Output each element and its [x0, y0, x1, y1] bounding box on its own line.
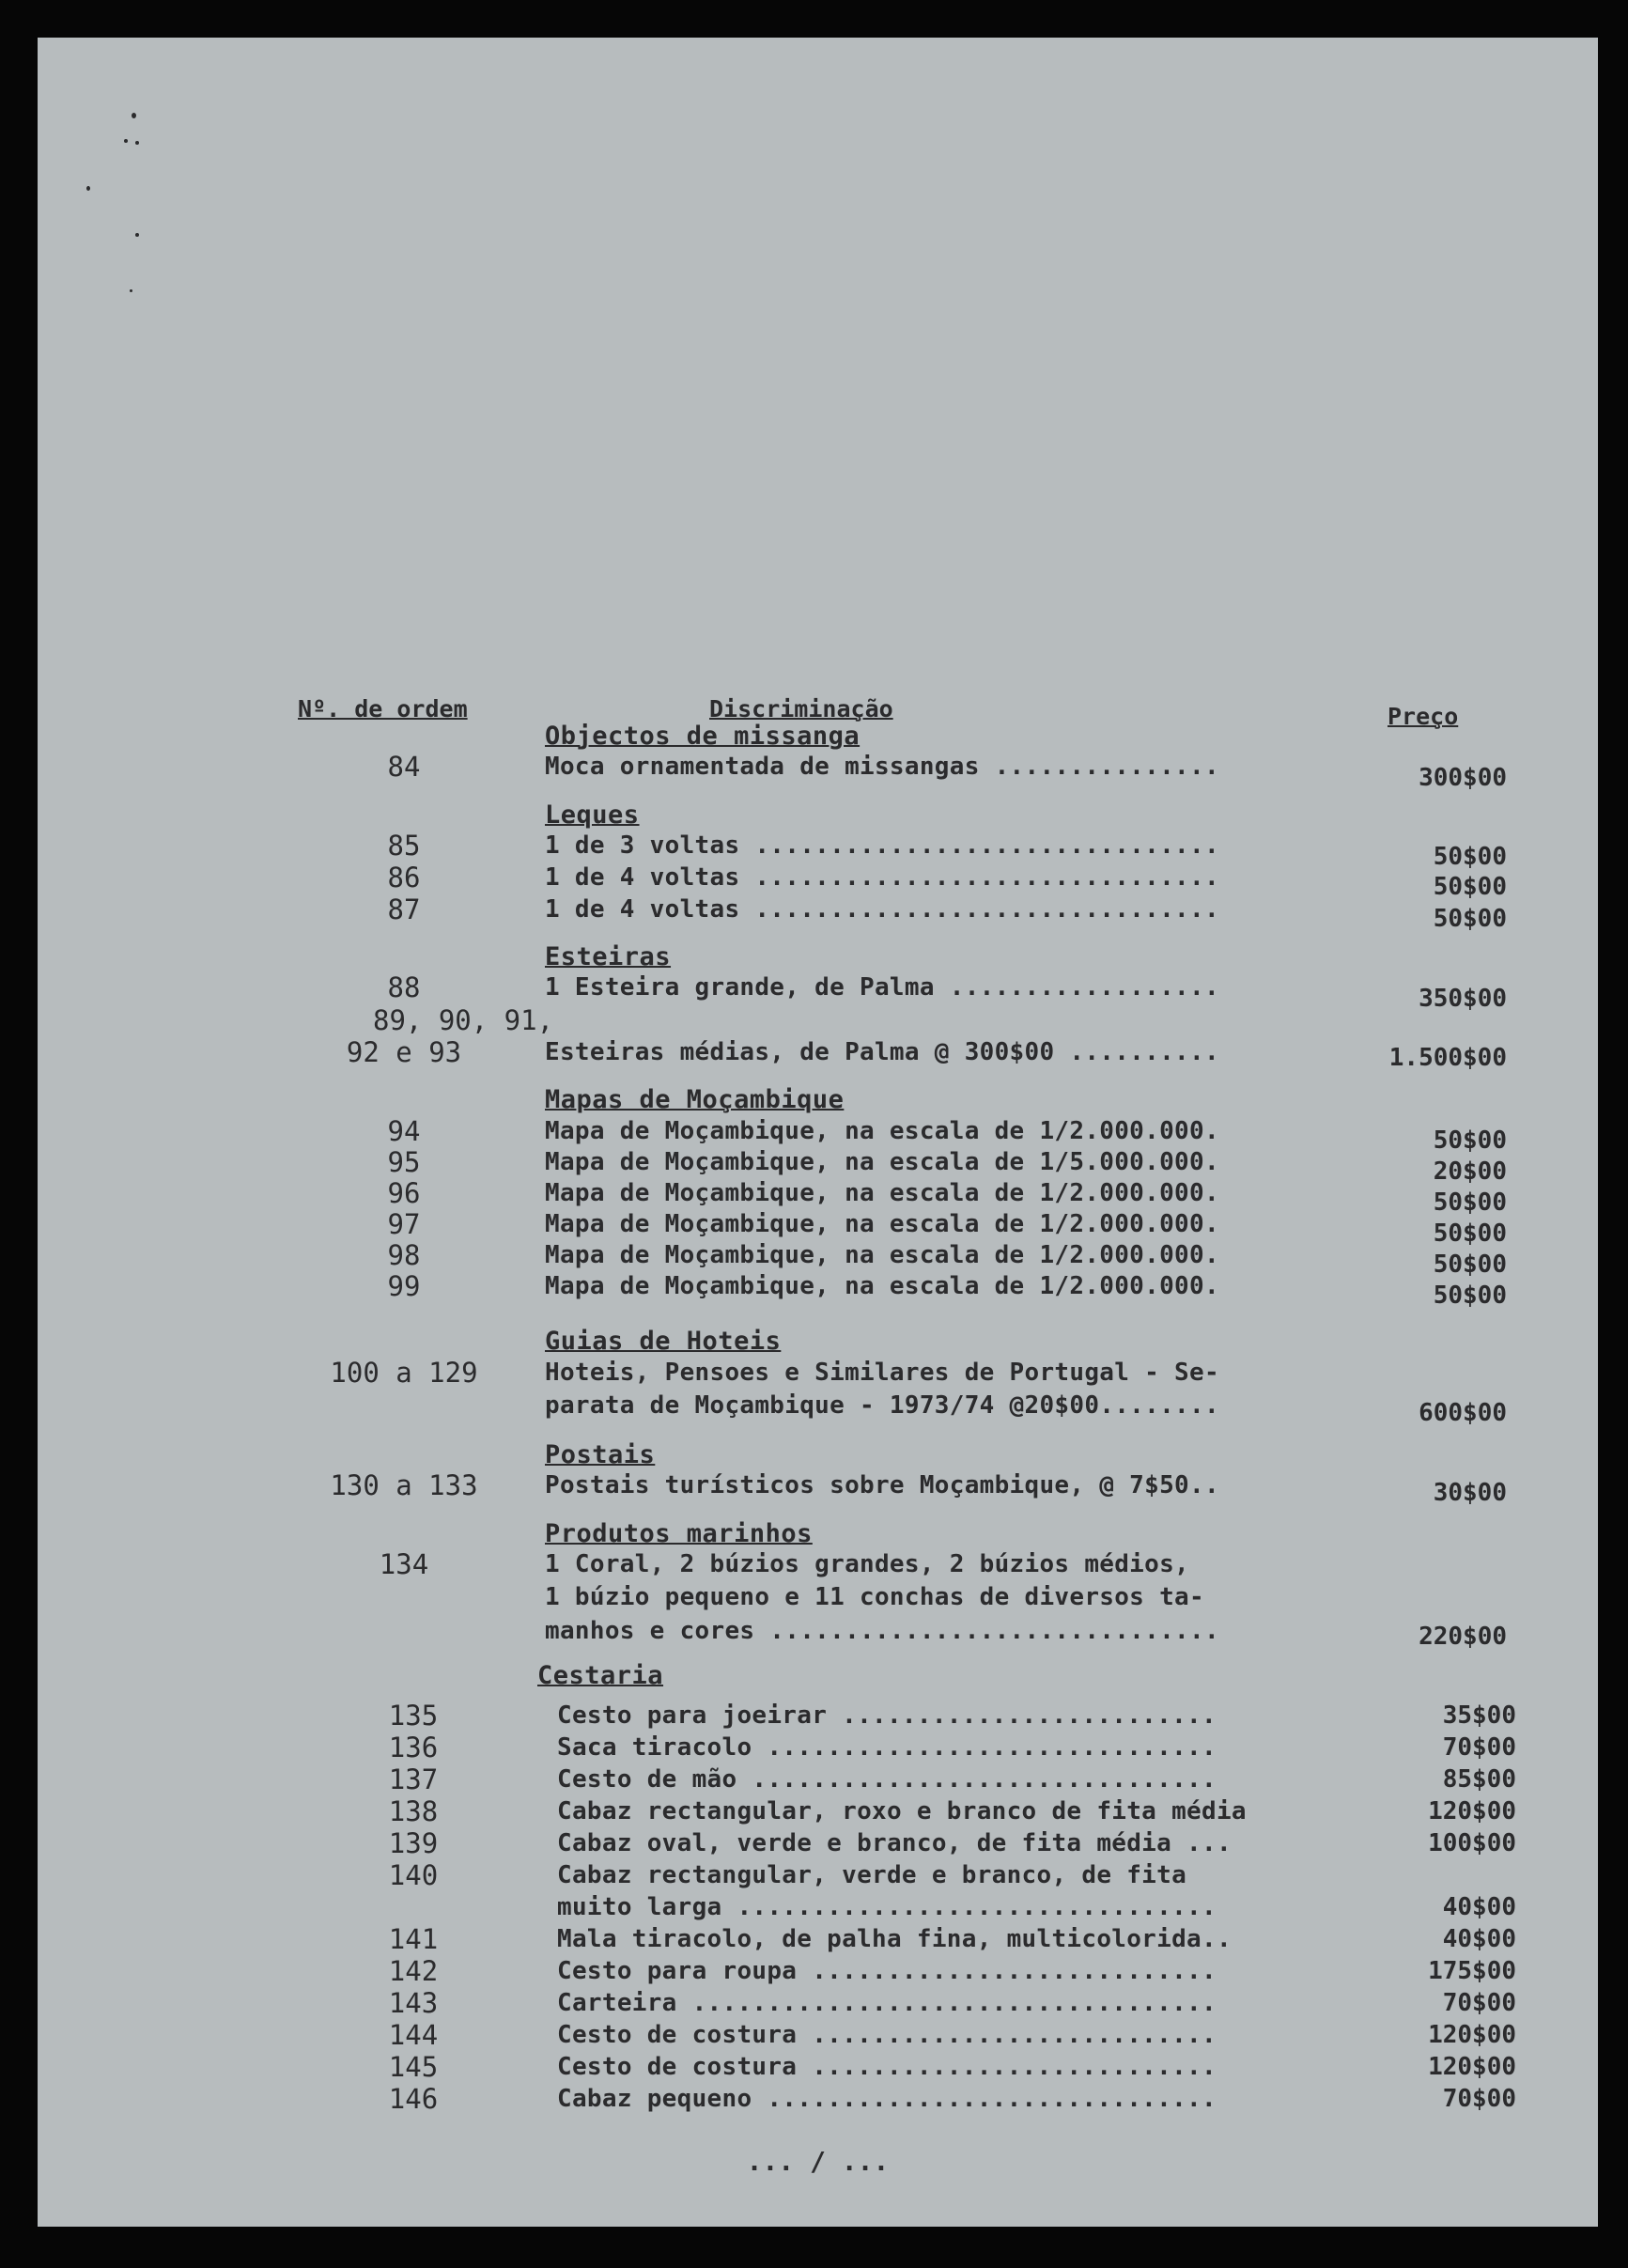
order-number: 135 [388, 1700, 439, 1732]
table-row [38, 1239, 1598, 1279]
table-row [38, 1177, 1598, 1217]
item-price: 70$00 [1442, 1989, 1516, 2017]
item-description: Mapa de Moçambique, na escala de 1/2.000.000. [545, 1179, 1219, 1207]
order-number: 145 [388, 2051, 439, 2083]
order-number: 98 [387, 1239, 421, 1271]
order-number: 134 [379, 1548, 429, 1580]
order-number: 144 [388, 2019, 439, 2051]
item-description: Cesto de costura ........................... [557, 2053, 1217, 2081]
table-row [38, 2084, 1598, 2114]
item-description: Cesto de costura ........................... [557, 2021, 1217, 2049]
item-description: manhos e cores .............................. [545, 1617, 1219, 1645]
item-description: Hoteis, Pensoes e Similares de Portugal - Se- [545, 1359, 1219, 1387]
table-row [38, 1988, 1598, 2018]
item-price: 50$00 [1433, 1282, 1507, 1310]
item-description: Mala tiracolo, de palha fina, multicolorida.. [557, 1925, 1232, 1953]
item-description: Cesto para joeirar ......................... [557, 1701, 1217, 1730]
order-number: 89, 90, 91, [373, 1004, 554, 1036]
order-number: 130 a 133 [330, 1469, 478, 1501]
item-price: 40$00 [1442, 1925, 1516, 1953]
table-row [38, 1390, 1598, 1427]
table-row [38, 1616, 1598, 1651]
item-description: Cabaz oval, verde e branco, de fita média ... [557, 1829, 1232, 1857]
order-number: 87 [387, 893, 421, 925]
table-row [38, 1036, 1598, 1072]
order-number: 146 [388, 2083, 439, 2115]
item-price: 35$00 [1442, 1701, 1516, 1730]
page-continuation-marker: ... / ... [746, 2146, 890, 2177]
item-description: 1 Esteira grande, de Palma .................. [545, 973, 1219, 1002]
table-row [38, 1924, 1598, 1954]
table-row [38, 1956, 1598, 1986]
stray-mark [86, 186, 90, 191]
item-price: 50$00 [1433, 843, 1507, 871]
order-number: 141 [388, 1923, 439, 1955]
order-number: 137 [388, 1763, 439, 1795]
item-description: Mapa de Moçambique, na escala de 1/5.000.000. [545, 1148, 1219, 1176]
item-price: 175$00 [1428, 1957, 1516, 1985]
order-number: 88 [387, 971, 421, 1003]
item-description: Moca ornamentada de missangas ............... [545, 753, 1219, 781]
item-description: Mapa de Moçambique, na escala de 1/2.000.000. [545, 1210, 1219, 1238]
item-price: 50$00 [1433, 905, 1507, 933]
order-number: 85 [387, 830, 421, 862]
item-description: 1 Coral, 2 búzios grandes, 2 búzios médios, [545, 1550, 1189, 1578]
item-price: 120$00 [1428, 2021, 1516, 2049]
order-number: 94 [387, 1115, 421, 1147]
document-page [38, 38, 1598, 2227]
item-price: 50$00 [1433, 1219, 1507, 1248]
item-description: Saca tiracolo .............................. [557, 1733, 1217, 1762]
section-title: Postais [545, 1440, 656, 1469]
section-title: Guias de Hoteis [545, 1327, 782, 1356]
column-header-price: Preço [1388, 703, 1459, 730]
table-row [38, 1582, 1598, 1612]
item-description: parata de Moçambique - 1973/74 @20$00........ [545, 1391, 1219, 1420]
stray-mark [132, 113, 136, 118]
section-title: Leques [545, 800, 640, 830]
section-title: Produtos marinhos [545, 1519, 813, 1548]
section-title: Mapas de Moçambique [545, 1085, 845, 1114]
column-header-number: Nº. de ordem [298, 695, 468, 722]
table-row [38, 1358, 1598, 1388]
order-number: 143 [388, 1987, 439, 2019]
column-header-description: Discriminação [709, 695, 893, 722]
table-row [38, 1005, 1598, 1035]
table-row [38, 893, 1598, 933]
order-number: 138 [388, 1795, 439, 1827]
item-price: 350$00 [1419, 985, 1507, 1013]
table-row [38, 1549, 1598, 1579]
order-number: 97 [387, 1208, 421, 1240]
table-row [38, 1828, 1598, 1858]
item-description: Postais turísticos sobre Moçambique, @ 7$50.. [545, 1471, 1219, 1499]
table-row [38, 1115, 1598, 1155]
item-price: 30$00 [1433, 1479, 1507, 1507]
item-description: 1 de 3 voltas ............................... [545, 831, 1219, 860]
order-number: 92 e 93 [346, 1036, 462, 1068]
stray-mark [124, 139, 128, 143]
item-price: 50$00 [1433, 1188, 1507, 1217]
item-description: 1 búzio pequeno e 11 conchas de diversos ta- [545, 1583, 1204, 1611]
item-description: Mapa de Moçambique, na escala de 1/2.000.000. [545, 1241, 1219, 1269]
item-description: Cabaz pequeno .............................. [557, 2085, 1217, 2113]
item-description: Cabaz rectangular, roxo e branco de fita média [557, 1797, 1247, 1825]
item-description: Carteira ................................... [557, 1989, 1217, 2017]
order-number: 142 [388, 1955, 439, 1987]
order-number: 96 [387, 1177, 421, 1209]
section-title: Esteiras [545, 942, 672, 971]
table-row [38, 1764, 1598, 1794]
item-price: 1.500$00 [1388, 1044, 1507, 1072]
order-number: 100 a 129 [330, 1357, 478, 1389]
stray-mark [135, 233, 139, 237]
item-description: Cesto de mão ............................... [557, 1765, 1217, 1794]
item-description: Esteiras médias, de Palma @ 300$00 .......... [545, 1038, 1219, 1066]
item-description: 1 de 4 voltas ............................... [545, 863, 1219, 892]
order-number: 95 [387, 1146, 421, 1178]
table-row [38, 1701, 1598, 1731]
item-price: 50$00 [1433, 1126, 1507, 1155]
item-price: 40$00 [1442, 1893, 1516, 1921]
item-price: 70$00 [1442, 2085, 1516, 2113]
item-price: 20$00 [1433, 1157, 1507, 1186]
order-number: 139 [388, 1827, 439, 1859]
table-row [38, 2052, 1598, 2082]
item-description: Cabaz rectangular, verde e branco, de fita [557, 1861, 1187, 1889]
table-row [38, 862, 1598, 901]
order-number: 140 [388, 1859, 439, 1891]
item-price: 600$00 [1419, 1399, 1507, 1427]
item-price: 70$00 [1442, 1733, 1516, 1762]
table-row [38, 830, 1598, 871]
item-price: 50$00 [1433, 873, 1507, 901]
item-price: 120$00 [1428, 2053, 1516, 2081]
item-price: 220$00 [1419, 1623, 1507, 1651]
item-description: Mapa de Moçambique, na escala de 1/2.000.000. [545, 1117, 1219, 1145]
table-row [38, 971, 1598, 1013]
table-row [38, 2020, 1598, 2050]
item-price: 50$00 [1433, 1251, 1507, 1279]
table-row [38, 1796, 1598, 1826]
item-description: muito larga ................................ [557, 1893, 1217, 1921]
table-row [38, 751, 1598, 792]
item-price: 300$00 [1419, 764, 1507, 792]
section-title: Objectos de missanga [545, 722, 861, 751]
table-row [38, 1892, 1598, 1922]
item-description: Mapa de Moçambique, na escala de 1/2.000.000. [545, 1272, 1219, 1300]
stray-mark [130, 289, 132, 292]
item-description: 1 de 4 voltas ............................... [545, 895, 1219, 924]
item-price: 85$00 [1442, 1765, 1516, 1794]
table-row [38, 1146, 1598, 1186]
item-price: 100$00 [1428, 1829, 1516, 1857]
stray-mark [135, 141, 139, 145]
item-price: 120$00 [1428, 1797, 1516, 1825]
table-row [38, 1270, 1598, 1310]
section-title: Cestaria [537, 1661, 664, 1690]
order-number: 84 [387, 751, 421, 783]
table-row [38, 1469, 1598, 1507]
table-row [38, 1208, 1598, 1248]
order-number: 99 [387, 1270, 421, 1302]
item-description: Cesto para roupa ........................... [557, 1957, 1217, 1985]
table-row [38, 1860, 1598, 1890]
table-row [38, 1732, 1598, 1763]
order-number: 136 [388, 1732, 439, 1763]
order-number: 86 [387, 862, 421, 893]
